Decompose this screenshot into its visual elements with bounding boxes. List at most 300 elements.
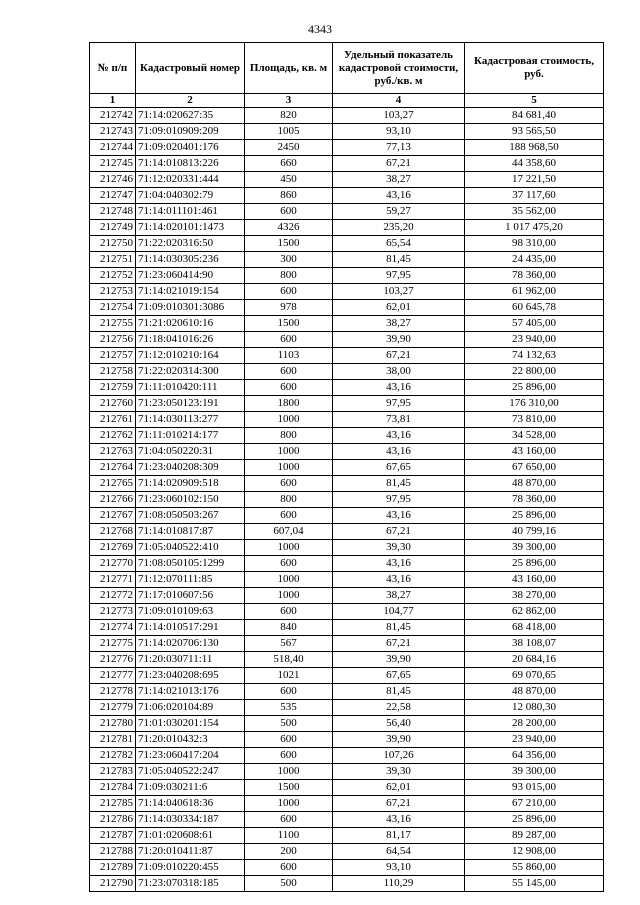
cadastral-number: 71:20:010411:87 xyxy=(136,844,245,860)
table-row xyxy=(90,396,604,412)
cadastral-value: 93 565,50 xyxy=(465,124,604,140)
row-number: 212787 xyxy=(90,828,136,844)
specific-value: 67,21 xyxy=(333,524,465,540)
table-row xyxy=(90,412,604,428)
specific-value: 103,27 xyxy=(333,284,465,300)
row-number: 212758 xyxy=(90,364,136,380)
row-number: 212751 xyxy=(90,252,136,268)
cadastral-number: 71:20:010432:3 xyxy=(136,732,245,748)
cadastral-number: 71:23:060414:90 xyxy=(136,268,245,284)
table-row xyxy=(90,380,604,396)
specific-value: 43,16 xyxy=(333,380,465,396)
table-row xyxy=(90,284,604,300)
cadastral-value: 38 108,07 xyxy=(465,636,604,652)
cadastral-value: 35 562,00 xyxy=(465,204,604,220)
table-row xyxy=(90,268,604,284)
specific-value: 104,77 xyxy=(333,604,465,620)
row-number: 212762 xyxy=(90,428,136,444)
cadastral-value: 12 080,30 xyxy=(465,700,604,716)
header-cadastral-number: Кадастровый номер xyxy=(136,43,245,94)
area-value: 1100 xyxy=(245,828,333,844)
cadastral-value: 55 860,00 xyxy=(465,860,604,876)
table-row xyxy=(90,684,604,700)
table-row xyxy=(90,828,604,844)
table-row xyxy=(90,124,604,140)
row-number: 212748 xyxy=(90,204,136,220)
cadastral-value: 68 418,00 xyxy=(465,620,604,636)
specific-value: 43,16 xyxy=(333,188,465,204)
cadastral-number: 71:14:020706:130 xyxy=(136,636,245,652)
specific-value: 39,90 xyxy=(333,332,465,348)
area-value: 1000 xyxy=(245,764,333,780)
table-row xyxy=(90,332,604,348)
cadastral-value: 67 210,00 xyxy=(465,796,604,812)
cadastral-number: 71:09:010909:209 xyxy=(136,124,245,140)
area-value: 535 xyxy=(245,700,333,716)
row-number: 212765 xyxy=(90,476,136,492)
specific-value: 43,16 xyxy=(333,812,465,828)
cadastral-value: 74 132,63 xyxy=(465,348,604,364)
specific-value: 43,16 xyxy=(333,572,465,588)
area-value: 600 xyxy=(245,556,333,572)
specific-value: 81,45 xyxy=(333,620,465,636)
cadastral-value: 23 940,00 xyxy=(465,332,604,348)
cadastral-number: 71:14:011101:461 xyxy=(136,204,245,220)
table-row xyxy=(90,188,604,204)
cadastral-value: 20 684,16 xyxy=(465,652,604,668)
cadastral-value: 188 968,50 xyxy=(465,140,604,156)
table-row xyxy=(90,876,604,892)
row-number: 212775 xyxy=(90,636,136,652)
cadastral-number: 71:23:070318:185 xyxy=(136,876,245,892)
table-row xyxy=(90,252,604,268)
row-number: 212760 xyxy=(90,396,136,412)
cadastral-number: 71:12:020331:444 xyxy=(136,172,245,188)
table-row xyxy=(90,588,604,604)
cadastral-number: 71:14:030334:187 xyxy=(136,812,245,828)
table-row xyxy=(90,572,604,588)
table-row xyxy=(90,220,604,236)
table-row xyxy=(90,556,604,572)
cadastral-value: 28 200,00 xyxy=(465,716,604,732)
row-number: 212783 xyxy=(90,764,136,780)
cadastral-value: 44 358,60 xyxy=(465,156,604,172)
specific-value: 81,45 xyxy=(333,684,465,700)
table-row xyxy=(90,604,604,620)
area-value: 820 xyxy=(245,108,333,124)
cadastral-number: 71:12:010210:164 xyxy=(136,348,245,364)
area-value: 1000 xyxy=(245,572,333,588)
row-number: 212774 xyxy=(90,620,136,636)
specific-value: 67,65 xyxy=(333,460,465,476)
table-row xyxy=(90,204,604,220)
cadastral-number: 71:17:010607:56 xyxy=(136,588,245,604)
row-number: 212761 xyxy=(90,412,136,428)
cadastral-number: 71:14:020909:518 xyxy=(136,476,245,492)
row-number: 212753 xyxy=(90,284,136,300)
cadastral-value: 22 800,00 xyxy=(465,364,604,380)
cadastral-number: 71:22:020316:50 xyxy=(136,236,245,252)
row-number: 212768 xyxy=(90,524,136,540)
cadastral-value: 38 270,00 xyxy=(465,588,604,604)
cadastral-value: 43 160,00 xyxy=(465,444,604,460)
cadastral-number: 71:14:020627:35 xyxy=(136,108,245,124)
area-value: 1500 xyxy=(245,316,333,332)
row-number: 212788 xyxy=(90,844,136,860)
cadastral-value: 64 356,00 xyxy=(465,748,604,764)
cadastral-number: 71:04:050220:31 xyxy=(136,444,245,460)
cadastral-value: 1 017 475,20 xyxy=(465,220,604,236)
cadastral-number: 71:18:041016:26 xyxy=(136,332,245,348)
area-value: 1800 xyxy=(245,396,333,412)
table-row xyxy=(90,460,604,476)
specific-value: 22,58 xyxy=(333,700,465,716)
area-value: 660 xyxy=(245,156,333,172)
page-number: 4343 xyxy=(308,22,332,36)
area-value: 600 xyxy=(245,812,333,828)
area-value: 4326 xyxy=(245,220,333,236)
row-number: 212745 xyxy=(90,156,136,172)
cadastral-value: 39 300,00 xyxy=(465,764,604,780)
cadastral-number: 71:05:040522:247 xyxy=(136,764,245,780)
row-number: 212767 xyxy=(90,508,136,524)
cadastral-value: 43 160,00 xyxy=(465,572,604,588)
cadastral-value: 57 405,00 xyxy=(465,316,604,332)
area-value: 600 xyxy=(245,508,333,524)
cadastral-value: 25 896,00 xyxy=(465,380,604,396)
table-row xyxy=(90,812,604,828)
cadastral-number: 71:14:021019:154 xyxy=(136,284,245,300)
table-row xyxy=(90,492,604,508)
cadastral-number: 71:09:030211:6 xyxy=(136,780,245,796)
cadastral-number: 71:23:050123:191 xyxy=(136,396,245,412)
table-row xyxy=(90,444,604,460)
cadastral-value: 48 870,00 xyxy=(465,684,604,700)
row-number: 212779 xyxy=(90,700,136,716)
table-row xyxy=(90,300,604,316)
table-row xyxy=(90,140,604,156)
cadastral-number: 71:01:030201:154 xyxy=(136,716,245,732)
area-value: 800 xyxy=(245,428,333,444)
header-specific-value: Удельный показатель кадастровой стоимости, руб./кв. м xyxy=(333,43,465,94)
table-row xyxy=(90,108,604,124)
table-row xyxy=(90,348,604,364)
area-value: 607,04 xyxy=(245,524,333,540)
row-number: 212750 xyxy=(90,236,136,252)
column-index: 5 xyxy=(465,94,604,108)
table-row xyxy=(90,364,604,380)
column-index: 2 xyxy=(136,94,245,108)
row-number: 212786 xyxy=(90,812,136,828)
row-number: 212763 xyxy=(90,444,136,460)
row-number: 212782 xyxy=(90,748,136,764)
row-number: 212742 xyxy=(90,108,136,124)
cadastral-number: 71:14:030113:277 xyxy=(136,412,245,428)
row-number: 212759 xyxy=(90,380,136,396)
cadastral-value: 40 799,16 xyxy=(465,524,604,540)
row-number: 212756 xyxy=(90,332,136,348)
cadastral-number: 71:09:010301:3086 xyxy=(136,300,245,316)
area-value: 600 xyxy=(245,332,333,348)
cadastral-value: 23 940,00 xyxy=(465,732,604,748)
area-value: 600 xyxy=(245,380,333,396)
cadastral-value: 25 896,00 xyxy=(465,508,604,524)
area-value: 600 xyxy=(245,604,333,620)
table-row xyxy=(90,716,604,732)
row-number: 212743 xyxy=(90,124,136,140)
specific-value: 107,26 xyxy=(333,748,465,764)
specific-value: 64,54 xyxy=(333,844,465,860)
cadastral-number: 71:22:020314:300 xyxy=(136,364,245,380)
cadastral-value: 12 908,00 xyxy=(465,844,604,860)
area-value: 600 xyxy=(245,860,333,876)
specific-value: 93,10 xyxy=(333,860,465,876)
cadastral-value: 39 300,00 xyxy=(465,540,604,556)
cadastral-value: 55 145,00 xyxy=(465,876,604,892)
area-value: 567 xyxy=(245,636,333,652)
cadastral-number: 71:09:010109:63 xyxy=(136,604,245,620)
table-row xyxy=(90,780,604,796)
table-row xyxy=(90,652,604,668)
area-value: 300 xyxy=(245,252,333,268)
row-number: 212766 xyxy=(90,492,136,508)
table-row xyxy=(90,316,604,332)
cadastral-value: 98 310,00 xyxy=(465,236,604,252)
table-row xyxy=(90,860,604,876)
header-cadastral-value: Кадастровая стоимость, руб. xyxy=(465,43,604,94)
specific-value: 110,29 xyxy=(333,876,465,892)
table-row xyxy=(90,636,604,652)
row-number: 212778 xyxy=(90,684,136,700)
table-row xyxy=(90,428,604,444)
table-row xyxy=(90,764,604,780)
cadastral-number: 71:14:010817:87 xyxy=(136,524,245,540)
cadastral-value: 89 287,00 xyxy=(465,828,604,844)
area-value: 1000 xyxy=(245,460,333,476)
specific-value: 103,27 xyxy=(333,108,465,124)
area-value: 1000 xyxy=(245,796,333,812)
specific-value: 39,30 xyxy=(333,540,465,556)
row-number: 212776 xyxy=(90,652,136,668)
cadastral-number: 71:21:020610:16 xyxy=(136,316,245,332)
cadastral-value-table xyxy=(89,42,604,892)
row-number: 212772 xyxy=(90,588,136,604)
area-value: 600 xyxy=(245,684,333,700)
cadastral-value: 93 015,00 xyxy=(465,780,604,796)
table-row xyxy=(90,156,604,172)
cadastral-value: 25 896,00 xyxy=(465,556,604,572)
table-row xyxy=(90,796,604,812)
header-area: Площадь, кв. м xyxy=(245,43,333,94)
column-index-row xyxy=(90,94,604,108)
specific-value: 81,45 xyxy=(333,252,465,268)
specific-value: 59,27 xyxy=(333,204,465,220)
specific-value: 67,21 xyxy=(333,636,465,652)
cadastral-number: 71:14:020101:1473 xyxy=(136,220,245,236)
cadastral-value: 25 896,00 xyxy=(465,812,604,828)
row-number: 212755 xyxy=(90,316,136,332)
table-row xyxy=(90,540,604,556)
row-number: 212746 xyxy=(90,172,136,188)
header-number: № п/п xyxy=(90,43,136,94)
area-value: 450 xyxy=(245,172,333,188)
cadastral-number: 71:11:010214:177 xyxy=(136,428,245,444)
specific-value: 235,20 xyxy=(333,220,465,236)
table-row xyxy=(90,620,604,636)
header-row xyxy=(90,43,604,94)
specific-value: 43,16 xyxy=(333,428,465,444)
cadastral-number: 71:23:040208:309 xyxy=(136,460,245,476)
cadastral-number: 71:05:040522:410 xyxy=(136,540,245,556)
area-value: 2450 xyxy=(245,140,333,156)
row-number: 212781 xyxy=(90,732,136,748)
table-row xyxy=(90,476,604,492)
table-row xyxy=(90,524,604,540)
cadastral-number: 71:01:020608:61 xyxy=(136,828,245,844)
cadastral-number: 71:11:010420:111 xyxy=(136,380,245,396)
area-value: 500 xyxy=(245,876,333,892)
table-row xyxy=(90,172,604,188)
cadastral-number: 71:08:050503:267 xyxy=(136,508,245,524)
cadastral-number: 71:06:020104:89 xyxy=(136,700,245,716)
table-row xyxy=(90,844,604,860)
area-value: 840 xyxy=(245,620,333,636)
table-row xyxy=(90,668,604,684)
cadastral-value: 84 681,40 xyxy=(465,108,604,124)
specific-value: 81,17 xyxy=(333,828,465,844)
specific-value: 67,21 xyxy=(333,156,465,172)
area-value: 1000 xyxy=(245,412,333,428)
specific-value: 43,16 xyxy=(333,444,465,460)
row-number: 212789 xyxy=(90,860,136,876)
specific-value: 39,90 xyxy=(333,732,465,748)
area-value: 1000 xyxy=(245,444,333,460)
cadastral-value: 78 360,00 xyxy=(465,492,604,508)
specific-value: 38,27 xyxy=(333,172,465,188)
area-value: 600 xyxy=(245,364,333,380)
area-value: 800 xyxy=(245,268,333,284)
row-number: 212790 xyxy=(90,876,136,892)
cadastral-number: 71:12:070111:85 xyxy=(136,572,245,588)
specific-value: 43,16 xyxy=(333,556,465,572)
row-number: 212770 xyxy=(90,556,136,572)
cadastral-value: 34 528,00 xyxy=(465,428,604,444)
specific-value: 62,01 xyxy=(333,300,465,316)
specific-value: 67,65 xyxy=(333,668,465,684)
specific-value: 62,01 xyxy=(333,780,465,796)
specific-value: 67,21 xyxy=(333,796,465,812)
row-number: 212764 xyxy=(90,460,136,476)
area-value: 1005 xyxy=(245,124,333,140)
cadastral-value: 48 870,00 xyxy=(465,476,604,492)
specific-value: 77,13 xyxy=(333,140,465,156)
cadastral-value: 24 435,00 xyxy=(465,252,604,268)
area-value: 1000 xyxy=(245,540,333,556)
area-value: 1500 xyxy=(245,780,333,796)
specific-value: 97,95 xyxy=(333,492,465,508)
area-value: 1103 xyxy=(245,348,333,364)
specific-value: 39,90 xyxy=(333,652,465,668)
row-number: 212749 xyxy=(90,220,136,236)
row-number: 212771 xyxy=(90,572,136,588)
area-value: 518,40 xyxy=(245,652,333,668)
row-number: 212744 xyxy=(90,140,136,156)
cadastral-number: 71:23:040208:695 xyxy=(136,668,245,684)
table-body xyxy=(90,108,604,892)
cadastral-value: 17 221,50 xyxy=(465,172,604,188)
row-number: 212785 xyxy=(90,796,136,812)
area-value: 600 xyxy=(245,476,333,492)
cadastral-value: 176 310,00 xyxy=(465,396,604,412)
cadastral-value: 37 117,60 xyxy=(465,188,604,204)
row-number: 212747 xyxy=(90,188,136,204)
specific-value: 38,27 xyxy=(333,588,465,604)
cadastral-number: 71:14:040618:36 xyxy=(136,796,245,812)
cadastral-value: 62 862,00 xyxy=(465,604,604,620)
specific-value: 43,16 xyxy=(333,508,465,524)
cadastral-number: 71:09:020401:176 xyxy=(136,140,245,156)
area-value: 200 xyxy=(245,844,333,860)
row-number: 212777 xyxy=(90,668,136,684)
specific-value: 38,00 xyxy=(333,364,465,380)
cadastral-number: 71:14:010813:226 xyxy=(136,156,245,172)
specific-value: 39,30 xyxy=(333,764,465,780)
cadastral-number: 71:23:060102:150 xyxy=(136,492,245,508)
column-index: 4 xyxy=(333,94,465,108)
row-number: 212754 xyxy=(90,300,136,316)
table-row xyxy=(90,508,604,524)
specific-value: 93,10 xyxy=(333,124,465,140)
cadastral-number: 71:14:021013:176 xyxy=(136,684,245,700)
cadastral-value: 73 810,00 xyxy=(465,412,604,428)
specific-value: 67,21 xyxy=(333,348,465,364)
table-row xyxy=(90,732,604,748)
area-value: 800 xyxy=(245,492,333,508)
specific-value: 56,40 xyxy=(333,716,465,732)
area-value: 600 xyxy=(245,748,333,764)
cadastral-number: 71:09:010220:455 xyxy=(136,860,245,876)
cadastral-number: 71:08:050105:1299 xyxy=(136,556,245,572)
cadastral-value: 78 360,00 xyxy=(465,268,604,284)
area-value: 1021 xyxy=(245,668,333,684)
table-row xyxy=(90,700,604,716)
cadastral-number: 71:20:030711:11 xyxy=(136,652,245,668)
cadastral-number: 71:14:010517:291 xyxy=(136,620,245,636)
row-number: 212780 xyxy=(90,716,136,732)
area-value: 1000 xyxy=(245,588,333,604)
area-value: 500 xyxy=(245,716,333,732)
column-index: 3 xyxy=(245,94,333,108)
row-number: 212757 xyxy=(90,348,136,364)
area-value: 600 xyxy=(245,284,333,300)
specific-value: 97,95 xyxy=(333,396,465,412)
area-value: 600 xyxy=(245,204,333,220)
cadastral-number: 71:14:030305:236 xyxy=(136,252,245,268)
cadastral-value: 67 650,00 xyxy=(465,460,604,476)
specific-value: 65,54 xyxy=(333,236,465,252)
cadastral-value: 69 070,65 xyxy=(465,668,604,684)
row-number: 212784 xyxy=(90,780,136,796)
cadastral-number: 71:04:040302:79 xyxy=(136,188,245,204)
area-value: 1500 xyxy=(245,236,333,252)
area-value: 600 xyxy=(245,732,333,748)
specific-value: 73,81 xyxy=(333,412,465,428)
table-row xyxy=(90,748,604,764)
cadastral-value: 61 962,00 xyxy=(465,284,604,300)
specific-value: 38,27 xyxy=(333,316,465,332)
row-number: 212769 xyxy=(90,540,136,556)
column-index: 1 xyxy=(90,94,136,108)
